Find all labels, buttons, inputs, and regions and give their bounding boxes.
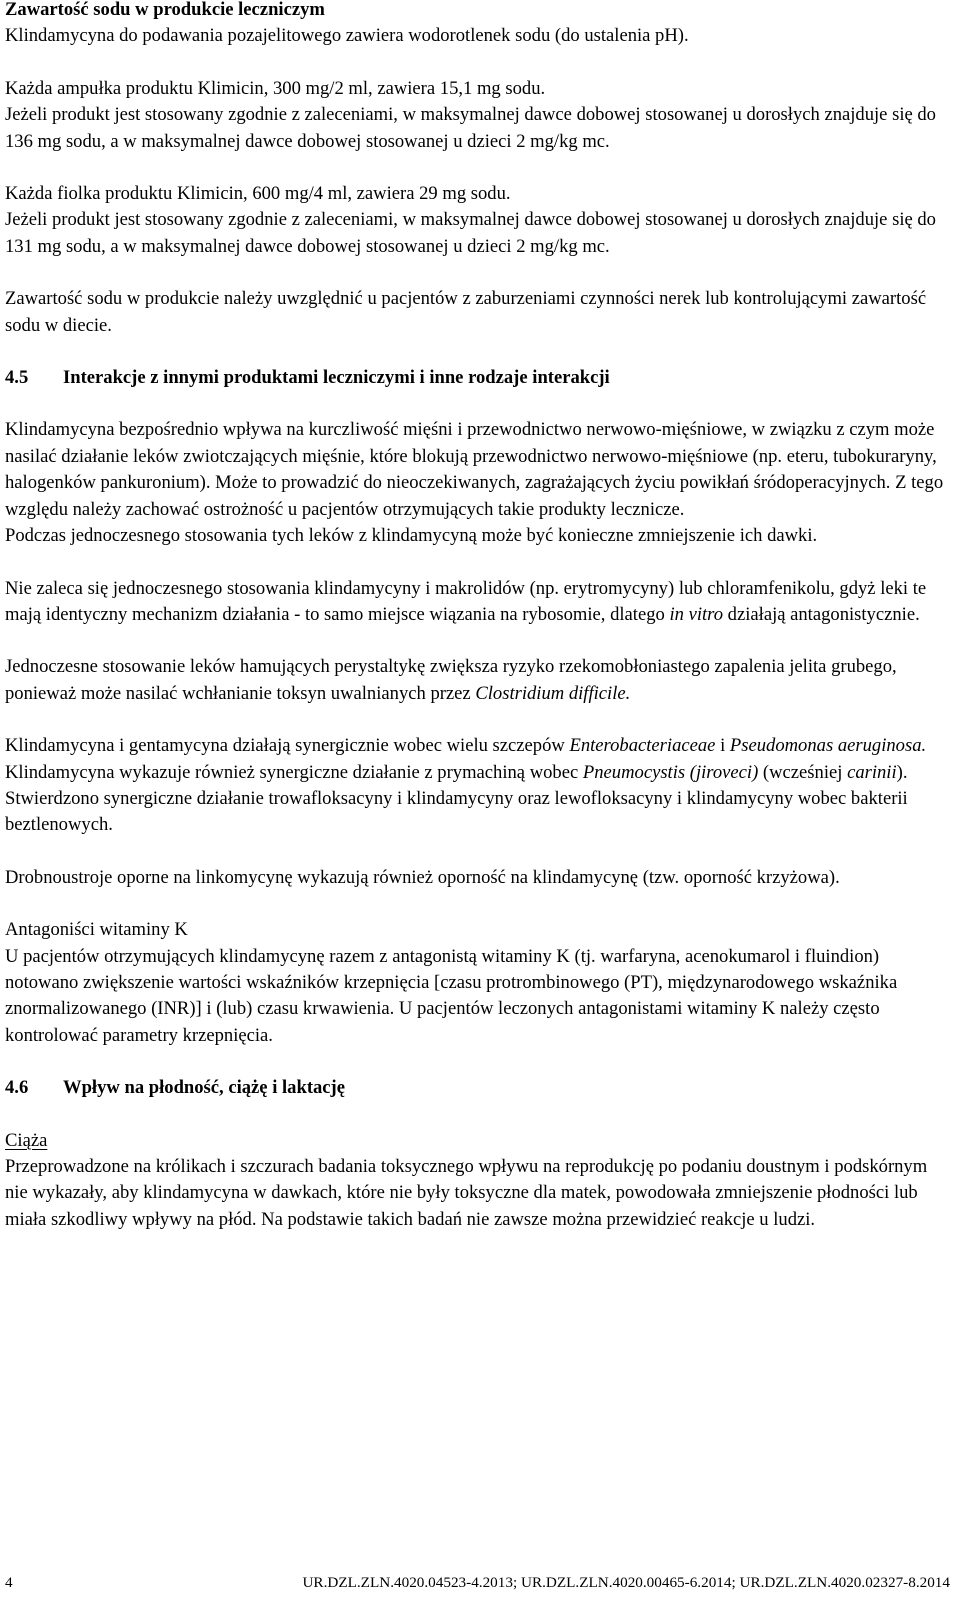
section-number: 4.5 <box>5 367 29 389</box>
page-number: 4 <box>5 1574 13 1591</box>
vial-sodium-dose: Jeżeli produkt jest stosowany zgodnie z zaleceniami, w maksymalnej dawce dobowej stosowanej u dorosłych znajduje się do 131 mg sodu, a w maksymalnej dawce dobowej stosowanej u dzieci 2 mg/kg mc. <box>5 209 936 257</box>
interaction-peristalsis: Jednoczesne stosowanie leków hamujących perystaltykę zwiększa ryzyko rzekomobłoniastego zapalenia jelita grubego, ponieważ może nasilać wchłanianie toksyn uwalnianych przez Clostridium difficile. <box>5 656 897 704</box>
vial-sodium-content: Każda fiolka produktu Klimicin, 600 mg/4 ml, zawiera 29 mg sodu. <box>5 183 511 205</box>
vitamin-k-text: U pacjentów otrzymujących klindamycynę razem z antagonistą witaminy K (tj. warfaryna, acenokumarol i fluindion) notowano zwiększenie wartości wskaźników krzepnięcia [czasu protrombinowego (PT), międzynarodowego wskaźnika znormalizowanego (INR)] i (lub) czasu krwawienia. U pacjentów leczonych antagonistami witaminy K należy często kontrolować parametry krzepnięcia. <box>5 945 898 1046</box>
sodium-heading: Zawartość sodu w produkcie leczniczym <box>5 0 325 20</box>
sodium-note: Zawartość sodu w produkcie należy uwzględnić u pacjentów z zaburzeniami czynności nerek lub kontrolującymi zawartość sodu w diecie. <box>5 288 927 336</box>
pregnancy-text: Przeprowadzone na królikach i szczurach badania toksycznego wpływu na reprodukcję po podaniu doustnym i podskórnym nie wykazały, aby klindamycyna w dawkach, które nie były toksyczne dla matek, powodowała zmniejszenie płodności lub miała szkodliwy wpływy na płód. Na podstawie takich badań nie zawsze można przewidzieć reakcje u ludzi. <box>5 1156 928 1230</box>
interaction-synergy: Klindamycyna i gentamycyna działają synergicznie wobec wielu szczepów Enterobacteriaceae i Pseudomonas aeruginosa. Klindamycyna wykazuje również synergiczne działanie z prymachiną wobec Pneumocystis (jiroveci) (wcześniej carinii). <box>5 735 927 783</box>
section-title: Interakcje z innymi produktami leczniczymi i inne rodzaje interakcji <box>63 367 610 389</box>
document-reference: UR.DZL.ZLN.4020.04523-4.2013; UR.DZL.ZLN.4020.00465-6.2014; UR.DZL.ZLN.4020.02327-8.2014 <box>302 1574 950 1591</box>
document-page <box>5 0 945 1233</box>
interaction-lincomycin: Drobnoustroje oporne na linkomycynę wykazują również oporność na klindamycynę (tzw. oporność krzyżowa). <box>5 866 840 888</box>
section-title: Wpływ na płodność, ciążę i laktację <box>63 1077 346 1099</box>
section-number: 4.6 <box>5 1077 29 1099</box>
pregnancy-heading: Ciąża <box>5 1129 48 1151</box>
vitamin-k-heading: Antagoniści witaminy K <box>5 919 188 941</box>
interaction-dose-reduction: Podczas jednoczesnego stosowania tych leków z klindamycyną może być konieczne zmniejszenie ich dawki. <box>5 525 818 547</box>
sodium-intro: Klindamycyna do podawania pozajelitowego zawiera wodorotlenek sodu (do ustalenia pH). <box>5 25 689 47</box>
section-4-5-heading <box>5 365 945 391</box>
interaction-macrolides: Nie zaleca się jednoczesnego stosowania klindamycyny i makrolidów (np. erytromycyny) lub chloramfenikolu, gdyż leki te mają identyczny mechanizm działania - to samo miejsce wiązania na rybosomie, dlatego in vitro działają antagonistycznie. <box>5 577 927 625</box>
interaction-muscle-relaxants: Klindamycyna bezpośrednio wpływa na kurczliwość mięśni i przewodnictwo nerwowo-mięśniowe, w związku z czym może nasilać działanie leków zwiotczających mięśnie, które blokują przewodnictwo nerwowo-mięśniowe (np. eteru, tubokuraryny, halogenków pankuronium). Może to prowadzić do nieoczekiwanych, zagrażających życiu powikłań śródoperacyjnych. Z tego względu należy zachować ostrożność u pacjentów otrzymujących takie produkty lecznicze. <box>5 419 944 520</box>
ampoule-sodium-content: Każda ampułka produktu Klimicin, 300 mg/2 ml, zawiera 15,1 mg sodu. <box>5 77 546 99</box>
interaction-fluoroquinolones: Stwierdzono synergiczne działanie trowafloksacyny i klindamycyny oraz lewofloksacyny i klindamycyny wobec bakterii beztlenowych. <box>5 787 908 836</box>
ampoule-sodium-dose: Jeżeli produkt jest stosowany zgodnie z zaleceniami, w maksymalnej dawce dobowej stosowanej u dorosłych znajduje się do 136 mg sodu, a w maksymalnej dawce dobowej stosowanej u dzieci 2 mg/kg mc. <box>5 104 936 152</box>
section-4-6-heading <box>5 1075 945 1101</box>
